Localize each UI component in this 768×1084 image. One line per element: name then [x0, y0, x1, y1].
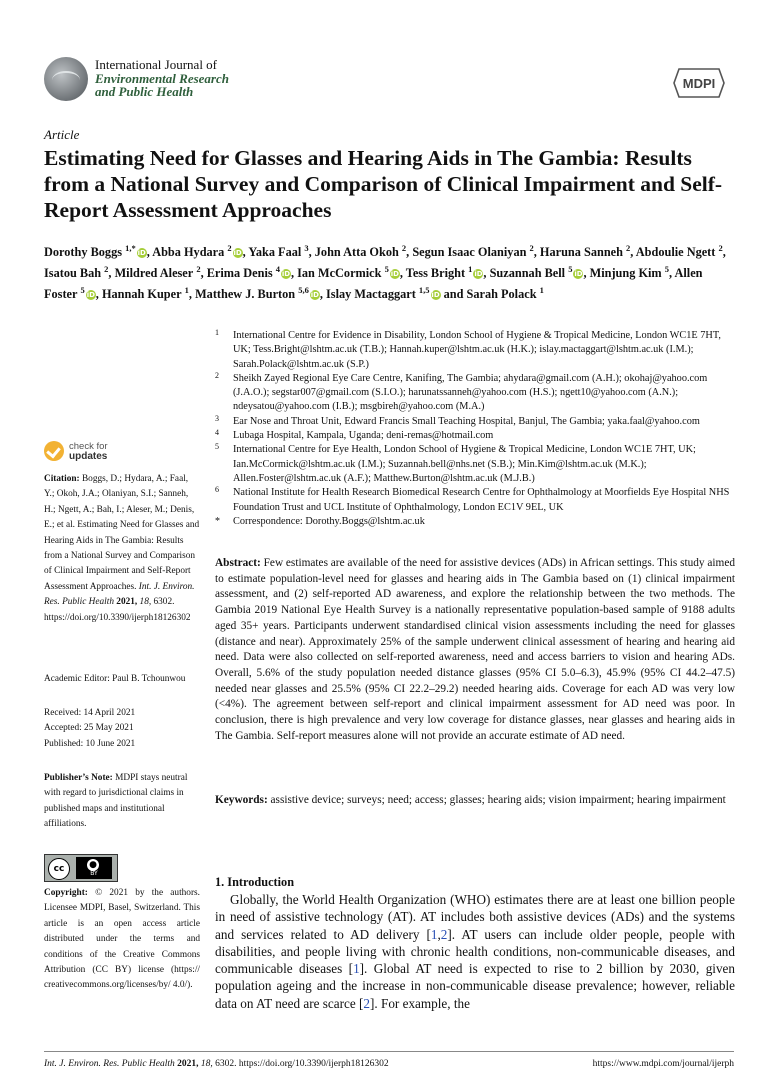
citation-volume: 18, [139, 597, 152, 608]
author-name[interactable]: Abdoulie Ngett [635, 245, 716, 260]
author-name[interactable]: Hannah Kuper [101, 287, 182, 302]
copyright-text: © 2021 by the authors. Licensee MDPI, Basel, Switzerland. This article is an open access article distributed under the terms and conditions of the Creative Commons Attribution (CC BY) license (https:// creativecommons.org/licenses/by/ 4.0/). [44, 888, 200, 991]
author-name[interactable]: Abba Hydara [152, 245, 225, 260]
author-name[interactable]: Erima Denis [206, 266, 273, 281]
footer-doi[interactable]: 6302. https://doi.org/10.3390/ijerph18126302 [215, 1059, 389, 1069]
check-icon [44, 441, 64, 461]
journal-name-line1: International Journal of [95, 57, 218, 72]
author-affiliation-sup: 1 [539, 285, 544, 296]
affiliation-number: 4 [215, 428, 219, 438]
citation-link[interactable]: 1 [353, 961, 360, 977]
publishers-note-label: Publisher’s Note: [44, 773, 113, 783]
author-affiliation-sup: 5 [80, 285, 85, 296]
mdpi-logo [673, 67, 725, 99]
footer-year: 2021, [177, 1059, 199, 1069]
affiliation-text: Sheikh Zayed Regional Eye Care Centre, Kanifing, The Gambia; ahydara@gmail.com (A.H.); okohaj@yahoo.com (J.A.O.); segstar007@gmail.com (S.I.O.); harunatssanneh@yahoo.com (H.S.); ngett10@yahoo.com (A.N.); ndeysatou@yahoo.com (I.B.); msgbireh@yahoo.com (M.A.) [233, 372, 708, 413]
abstract-label: Abstract: [215, 557, 261, 569]
journal-name-line2: Environmental Research [95, 70, 229, 86]
author-name[interactable]: John Atta Okoh [314, 245, 399, 260]
author-name[interactable]: Suzannah Bell [489, 266, 566, 281]
author-affiliation-sup: 2 [529, 243, 534, 253]
abstract [215, 556, 735, 744]
author-affiliation-sup: 1 [468, 264, 473, 275]
check-updates-line1: check for [69, 441, 108, 452]
keywords-label: Keywords: [215, 794, 268, 806]
citation-text: Boggs, D.; Hydara, A.; Faal, Y.; Okoh, J.A.; Olaniyan, S.I.; Sanneh, H.; Ngett, A.; Bah, I.; Aleser, M.; Denis, E.; et al. Estimating Need for Glasses and Hearing Aids in The Gambia: Results from a National Survey and Comparison of Clinical Impairment and Self-Report Assessment Approaches. [44, 474, 200, 592]
citation-separator: , [437, 926, 441, 942]
author-separator: , [722, 245, 726, 260]
affiliation-item [215, 515, 735, 529]
affiliation-item [215, 372, 735, 415]
footer-volume: 18, [200, 1059, 213, 1069]
affiliations [215, 329, 735, 529]
orcid-icon[interactable]: iD [431, 291, 440, 300]
author-affiliation-sup: 2 [401, 243, 407, 253]
orcid-icon[interactable]: iD [233, 249, 242, 258]
orcid-icon[interactable]: iD [474, 270, 483, 279]
author-separator: , [95, 287, 102, 302]
affiliation-item [215, 486, 735, 515]
author-separator: , [533, 245, 540, 260]
author-name[interactable]: Haruna Sanneh [539, 245, 623, 260]
check-updates-line2: updates [69, 450, 108, 462]
abstract-text: Few estimates are available of the need for assistive devices (ADs) in African settings. This study aimed to estimate population-level need for glasses and hearing aids in The Gambia based on (1) clinical impairment assessment, and (2) self-reported AD awareness, and explore the relationship between the two methods. The Gambia 2019 National Eye Health Survey is a nationally representative population-based sample of 9188 adults aged 35+ years. Participants underwent standardised clinical vision assessments including the need for glasses (distance and near). Approximately 25% of the sample underwent clinical assessment of hearing and hearing aid need. Data were also collected on self-reported awareness, need and access barriers to vision and hearing ADs. Overall, 5.6% of the study population needed distance glasses (95% CI 5.0–6.3), 45.9% (95% CI 44.2–47.5) needed near glasses and 25.5% (95% CI 22.2–29.2) needed hearing aids. Coverage for each AD was very low (<4%). The agreement between self-report and clinical impairment assessment for AD need was poor. In conclusion, there is high prevalence and very low coverage for distance glasses, near glasses and hearing aids in The Gambia. Self-report measures alone will not provide an accurate estimate of AD need. [215, 557, 735, 742]
author-separator: , [242, 245, 249, 260]
author-separator: , [108, 266, 115, 281]
footer-journal-url[interactable]: https://www.mdpi.com/journal/ijerph [592, 1059, 734, 1069]
orcid-icon[interactable]: iD [574, 270, 583, 279]
affiliation-item [215, 329, 735, 372]
citation-journal: Int. J. Environ. Res. Public Health [44, 581, 195, 608]
copyright-block [44, 886, 200, 994]
intro-text-4: ]. For example, the [370, 995, 470, 1011]
intro-text-2: ]. AT users can include older people, people with disabilities, and people living with chronic health conditions, non-communicable diseases, and communicable diseases [ [215, 926, 736, 977]
affiliation-text: Lubaga Hospital, Kampala, Uganda; deni-remas@hotmail.com [233, 430, 494, 442]
orcid-icon[interactable]: iD [390, 270, 399, 279]
author-name[interactable]: Mildred Aleser [114, 266, 194, 281]
affiliation-number: 5 [215, 442, 219, 452]
orcid-icon[interactable]: iD [137, 249, 146, 258]
orcid-icon[interactable]: iD [86, 291, 95, 300]
footer-citation [44, 1059, 389, 1069]
affiliation-text: National Institute for Health Research Biomedical Research Centre for Ophthalmology at Moorfields Eye Hospital NHS Foundation Trust and UCL Institute of Ophthalmology, London EC1V 9EL, UK [233, 487, 730, 513]
author-separator: , [406, 245, 413, 260]
orcid-icon[interactable]: iD [281, 270, 291, 279]
affiliation-number: 2 [215, 370, 219, 380]
date-received: Received: 14 April 2021 [44, 708, 136, 718]
footer-journal: Int. J. Environ. Res. Public Health [44, 1059, 175, 1069]
introduction-body [215, 891, 735, 1012]
author-affiliation-sup: 2 [104, 264, 109, 275]
citation-link[interactable]: 2 [440, 926, 448, 942]
author-name[interactable]: Yaka Faal [248, 245, 302, 260]
affiliation-item [215, 415, 735, 429]
publishers-note [44, 771, 200, 833]
intro-text-1: Globally, the World Health Organization (WHO) estimates there are at least one billion people in need of assistive technology (AT). AT includes both assistive devices (ADs) and the systems and services related to AD delivery [ [215, 892, 735, 942]
date-accepted: Accepted: 25 May 2021 [44, 723, 134, 734]
author-name[interactable]: Tess Bright [405, 266, 466, 281]
author-name[interactable]: Dorothy Boggs [44, 245, 123, 260]
author-name[interactable]: Ian McCormick [297, 266, 382, 281]
author-affiliation-sup: 5 [664, 264, 670, 275]
author-affiliation-sup: 3 [304, 243, 309, 253]
date-published: Published: 10 June 2021 [44, 738, 136, 749]
author-name[interactable]: Allen Foster [44, 266, 703, 302]
author-separator: , [630, 245, 636, 260]
author-separator: , [483, 266, 490, 281]
keywords [215, 793, 735, 809]
author-name[interactable]: Islay Mactaggart [326, 287, 416, 302]
author-separator: , [583, 266, 590, 281]
cc-icon: cc [48, 858, 70, 880]
citation-link[interactable]: 1 [430, 926, 438, 942]
author-affiliation-sup: 2 [227, 243, 232, 253]
author-list [44, 240, 744, 303]
intro-text-3: ]. Global AT need is expected to rise to 2 billion by 2030, given population ageing and the increase in non-communicable disease prevalence; however, reliable data on AT need are scarce [ [215, 961, 735, 1011]
affiliation-number: 6 [215, 485, 219, 495]
affiliation-number: * [215, 515, 220, 527]
author-affiliation-sup: 5 [568, 264, 573, 275]
publishers-note-text: MDPI stays neutral with regard to jurisdictional claims in published maps and institutional affiliations. [44, 773, 188, 830]
author-name[interactable]: Sarah Polack [466, 287, 537, 302]
orcid-icon[interactable]: iD [310, 291, 319, 300]
author-affiliation-sup: 4 [275, 264, 280, 275]
author-name[interactable]: Isatou Bah [44, 266, 102, 281]
author-affiliation-sup: 1,5 [418, 285, 430, 296]
author-separator: , [188, 287, 196, 302]
author-affiliation-sup: 2 [718, 243, 723, 253]
author-conjunction: and [440, 287, 467, 302]
article-title: Estimating Need for Glasses and Hearing Aids in The Gambia: Results from a National Survey and Comparison of Clinical Impairment and Self-Report Assessment Approaches [44, 146, 723, 222]
affiliation-text: Ear Nose and Throat Unit, Edward Francis Small Teaching Hospital, Banjul, The Gambia; yaka.faal@yahoo.com [233, 415, 700, 427]
journal-logo [44, 57, 88, 101]
author-affiliation-sup: 5 [384, 264, 389, 275]
author-affiliation-sup: 2 [196, 264, 201, 275]
affiliation-number: 3 [215, 413, 219, 423]
author-separator: , [290, 266, 298, 281]
author-affiliation-sup: 1,* [125, 243, 136, 253]
affiliation-text: Correspondence: Dorothy.Boggs@lshtm.ac.uk [233, 515, 425, 527]
journal-name-line3: and Public Health [95, 84, 194, 99]
author-separator: , [200, 266, 207, 281]
check-for-updates-badge[interactable] [44, 441, 164, 465]
affiliation-text: International Centre for Evidence in Disability, London School of Hygiene & Tropical Medicine, London WC1E 7HT, UK; Tess.Bright@lshtm.ac.uk (T.B.); Hannah.kuper@lshtm.ac.uk (H.K.); islay.mactaggart@lshtm.ac.uk (I.M.); Sarah.Polack@lshtm.ac.uk (S.P.) [233, 330, 721, 370]
affiliation-item [215, 443, 735, 486]
copyright-label: Copyright: [44, 888, 88, 898]
author-name[interactable]: Minjung Kim [589, 266, 662, 281]
citation-block [44, 472, 200, 626]
academic-editor: Academic Editor: Paul B. Tchounwou [44, 674, 186, 684]
affiliation-number: 1 [215, 328, 219, 337]
attribution-icon: ● [87, 859, 99, 871]
journal-name [95, 58, 229, 99]
author-separator: , [146, 245, 153, 260]
keywords-text: assistive device; surveys; need; access; glasses; hearing aids; vision impairment; hearing impairment [270, 794, 726, 806]
author-separator: , [319, 287, 326, 302]
citation-doi[interactable]: 6302. https://doi.org/10.3390/ijerph18126302 [44, 597, 191, 623]
by-label: BY [90, 870, 98, 877]
author-name[interactable]: Matthew J. Burton [195, 287, 296, 302]
author-separator: , [399, 266, 406, 281]
author-affiliation-sup: 1 [184, 285, 189, 296]
affiliation-text: International Centre for Eye Health, London School of Hygiene & Tropical Medicine, London WC1E 7HT, UK; Ian.McCormick@lshtm.ac.uk (I.M.); Suzannah.bell@nhs.net (S.B.); Min.Kim@lshtm.ac.uk (M.K.); Allen.Foster@lshtm.ac.uk (A.F.); Matthew.Burton@lshtm.ac.uk (M.J.B.) [233, 444, 696, 484]
author-affiliation-sup: 5,6 [298, 285, 309, 296]
author-affiliation-sup: 2 [626, 243, 631, 253]
citation-link[interactable]: 2 [363, 995, 370, 1011]
dates-block [44, 706, 200, 752]
author-separator: , [669, 266, 675, 281]
cc-by-license-badge[interactable] [44, 854, 118, 882]
citation-year: 2021, [116, 597, 138, 608]
mdpi-logo-text: MDPI [682, 76, 716, 91]
citation-label: Citation: [44, 474, 80, 484]
author-separator: , [308, 245, 315, 260]
affiliation-item [215, 429, 735, 443]
section-heading: 1. Introduction [215, 875, 295, 889]
article-type: Article [44, 127, 80, 142]
footer-divider [44, 1051, 734, 1052]
author-name[interactable]: Segun Isaac Olaniyan [412, 245, 527, 260]
